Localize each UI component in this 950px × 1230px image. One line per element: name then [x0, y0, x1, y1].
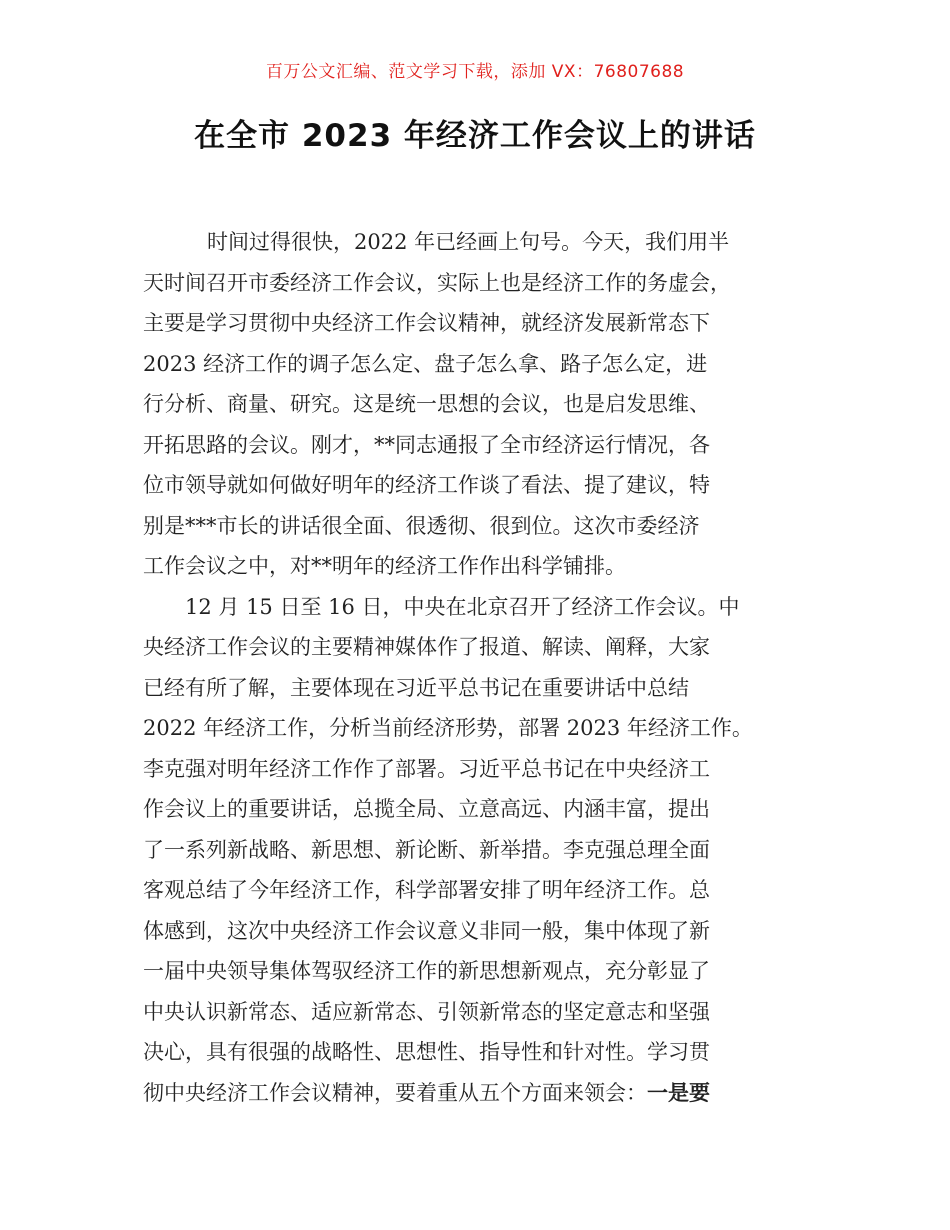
text-line: 12 月 15 日至 16 日，中央在北京召开了经济工作会议。中 — [185, 594, 740, 619]
page-title: 在全市 2023 年经济工作会议上的讲话 — [194, 118, 756, 154]
text-line: 李克强对明年经济工作作了部署。习近平总书记在中央经济工 — [143, 756, 710, 781]
text-line: 客观总结了今年经济工作，科学部署安排了明年经济工作。总 — [143, 878, 710, 902]
text-line: 了一系列新战略、新思想、新论断、新举措。李克强总理全面 — [143, 837, 710, 862]
text-line: 位市领导就如何做好明年的经济工作谈了看法、提了建议，特 — [143, 473, 710, 497]
bold-lead-in: 一是要 — [647, 1080, 710, 1105]
text-line: 中央认识新常态、适应新常态、引领新常态的坚定意志和坚强 — [143, 999, 710, 1024]
paragraph-2 — [143, 587, 818, 1114]
text-line: 已经有所了解，主要体现在习近平总书记在重要讲话中总结 — [143, 675, 689, 700]
paragraph-1 — [143, 222, 818, 587]
text-line: 2023 经济工作的调子怎么定、盘子怎么拿、路子怎么定，进 — [143, 351, 708, 376]
header-note: 百万公文汇编、范文学习下载，添加 VX：76807688 — [265, 62, 685, 82]
text-line: 央经济工作会议的主要精神媒体作了报道、解读、阐释，大家 — [143, 635, 710, 659]
text-line: 2022 年经济工作，分析当前经济形势，部署 2023 年经济工作。 — [143, 716, 753, 740]
text-line: 开拓思路的会议。刚才，**同志通报了全市经济运行情况，各 — [143, 432, 710, 457]
text-line: 主要是学习贯彻中央经济工作会议精神，就经济发展新常态下 — [143, 311, 710, 335]
text-line: 作会议上的重要讲话，总揽全局、立意高远、内涵丰富，提出 — [143, 797, 710, 821]
text-line: 一届中央领导集体驾驭经济工作的新思想新观点，充分彰显了 — [143, 959, 710, 983]
text-line: 体感到，这次中央经济工作会议意义非同一般，集中体现了新 — [143, 918, 710, 943]
text-line: 决心，具有很强的战略性、思想性、指导性和针对性。学习贯 — [143, 1040, 710, 1064]
text-line-last — [143, 1073, 818, 1114]
text-line-content: 彻中央经济工作会议精神，要着重从五个方面来领会： — [143, 1080, 647, 1105]
text-line: 天时间召开市委经济工作会议，实际上也是经济工作的务虚会， — [143, 270, 731, 295]
text-line: 别是***市长的讲话很全面、很透彻、很到位。这次市委经济 — [143, 513, 700, 538]
document-body — [143, 222, 818, 1113]
text-line: 时间过得很快，2022 年已经画上句号。今天，我们用半 — [207, 230, 730, 254]
text-line: 行分析、商量、研究。这是统一思想的会议，也是启发思维、 — [143, 392, 710, 416]
text-line: 工作会议之中，对**明年的经济工作作出科学铺排。 — [143, 554, 626, 578]
